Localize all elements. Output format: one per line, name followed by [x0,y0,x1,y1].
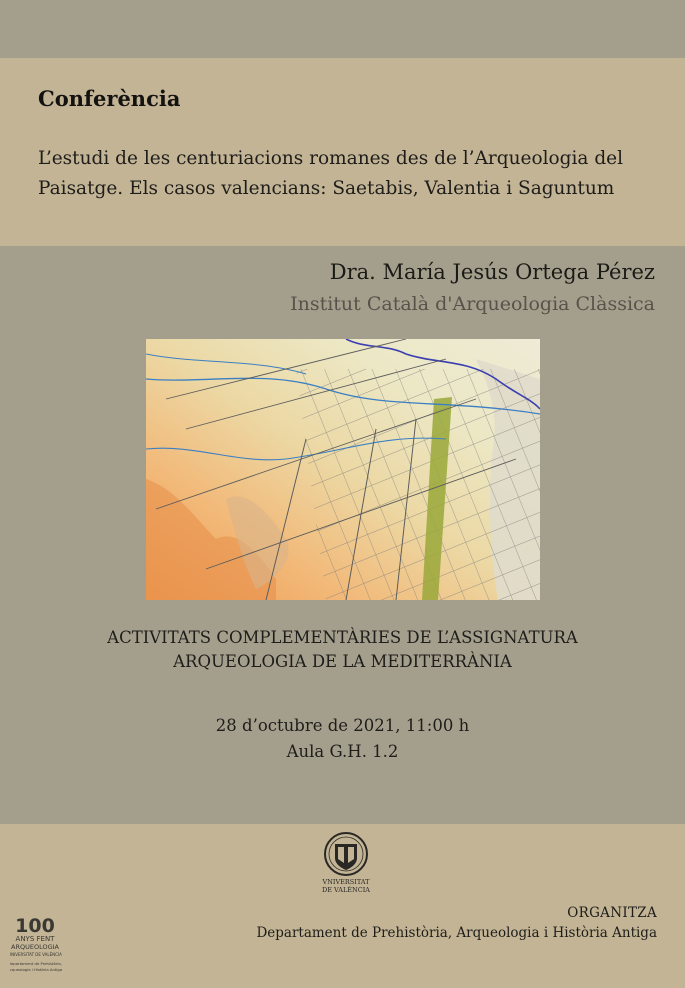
university-logo-line-1: VNIVERSITAT [322,878,370,886]
anniversary-logo [10,914,66,980]
anniversary-logo-line-4: Departament de Prehistòria, [10,961,62,966]
speaker-name: Dra. María Jesús Ortega Pérez [329,260,655,284]
organizer-label: ORGANITZA [567,905,657,921]
event-datetime: 28 d’octubre de 2021, 11:00 h [215,716,470,735]
activities-line-1: ACTIVITATS COMPLEMENTÀRIES DE L’ASSIGNATURA [107,628,578,647]
anniversary-logo-line-2: ARQUEOLOGIA [11,943,59,951]
activities-line-2: ARQUEOLOGIA DE LA MEDITERRÀNIA [173,652,512,671]
event-room: Aula G.H. 1.2 [286,742,399,761]
conference-title-line-2: Paisatge. Els casos valencians: Saetabis, Valentia i Saguntum [38,178,615,199]
anniversary-logo-number: 100 [15,915,55,937]
conference-label: Conferència [38,86,181,111]
organizer-department: Departament de Prehistòria, Arqueologia i Història Antiga [256,925,657,941]
university-logo-line-2: DE VALÈNCIA [322,886,370,894]
anniversary-logo-line-1: ANYS FENT [15,935,55,943]
anniversary-logo-line-3: UNIVERSITAT DE VALÈNCIA [10,952,62,957]
speaker-institution: Institut Català d'Arqueologia Clàssica [290,293,655,315]
conference-title-line-1: L’estudi de les centuriacions romanes des de l’Arqueologia del [38,148,624,169]
centuriation-map-image [146,339,540,600]
anniversary-logo-line-5: Arqueologia i Història Antiga [10,967,63,972]
university-logo [318,830,374,894]
